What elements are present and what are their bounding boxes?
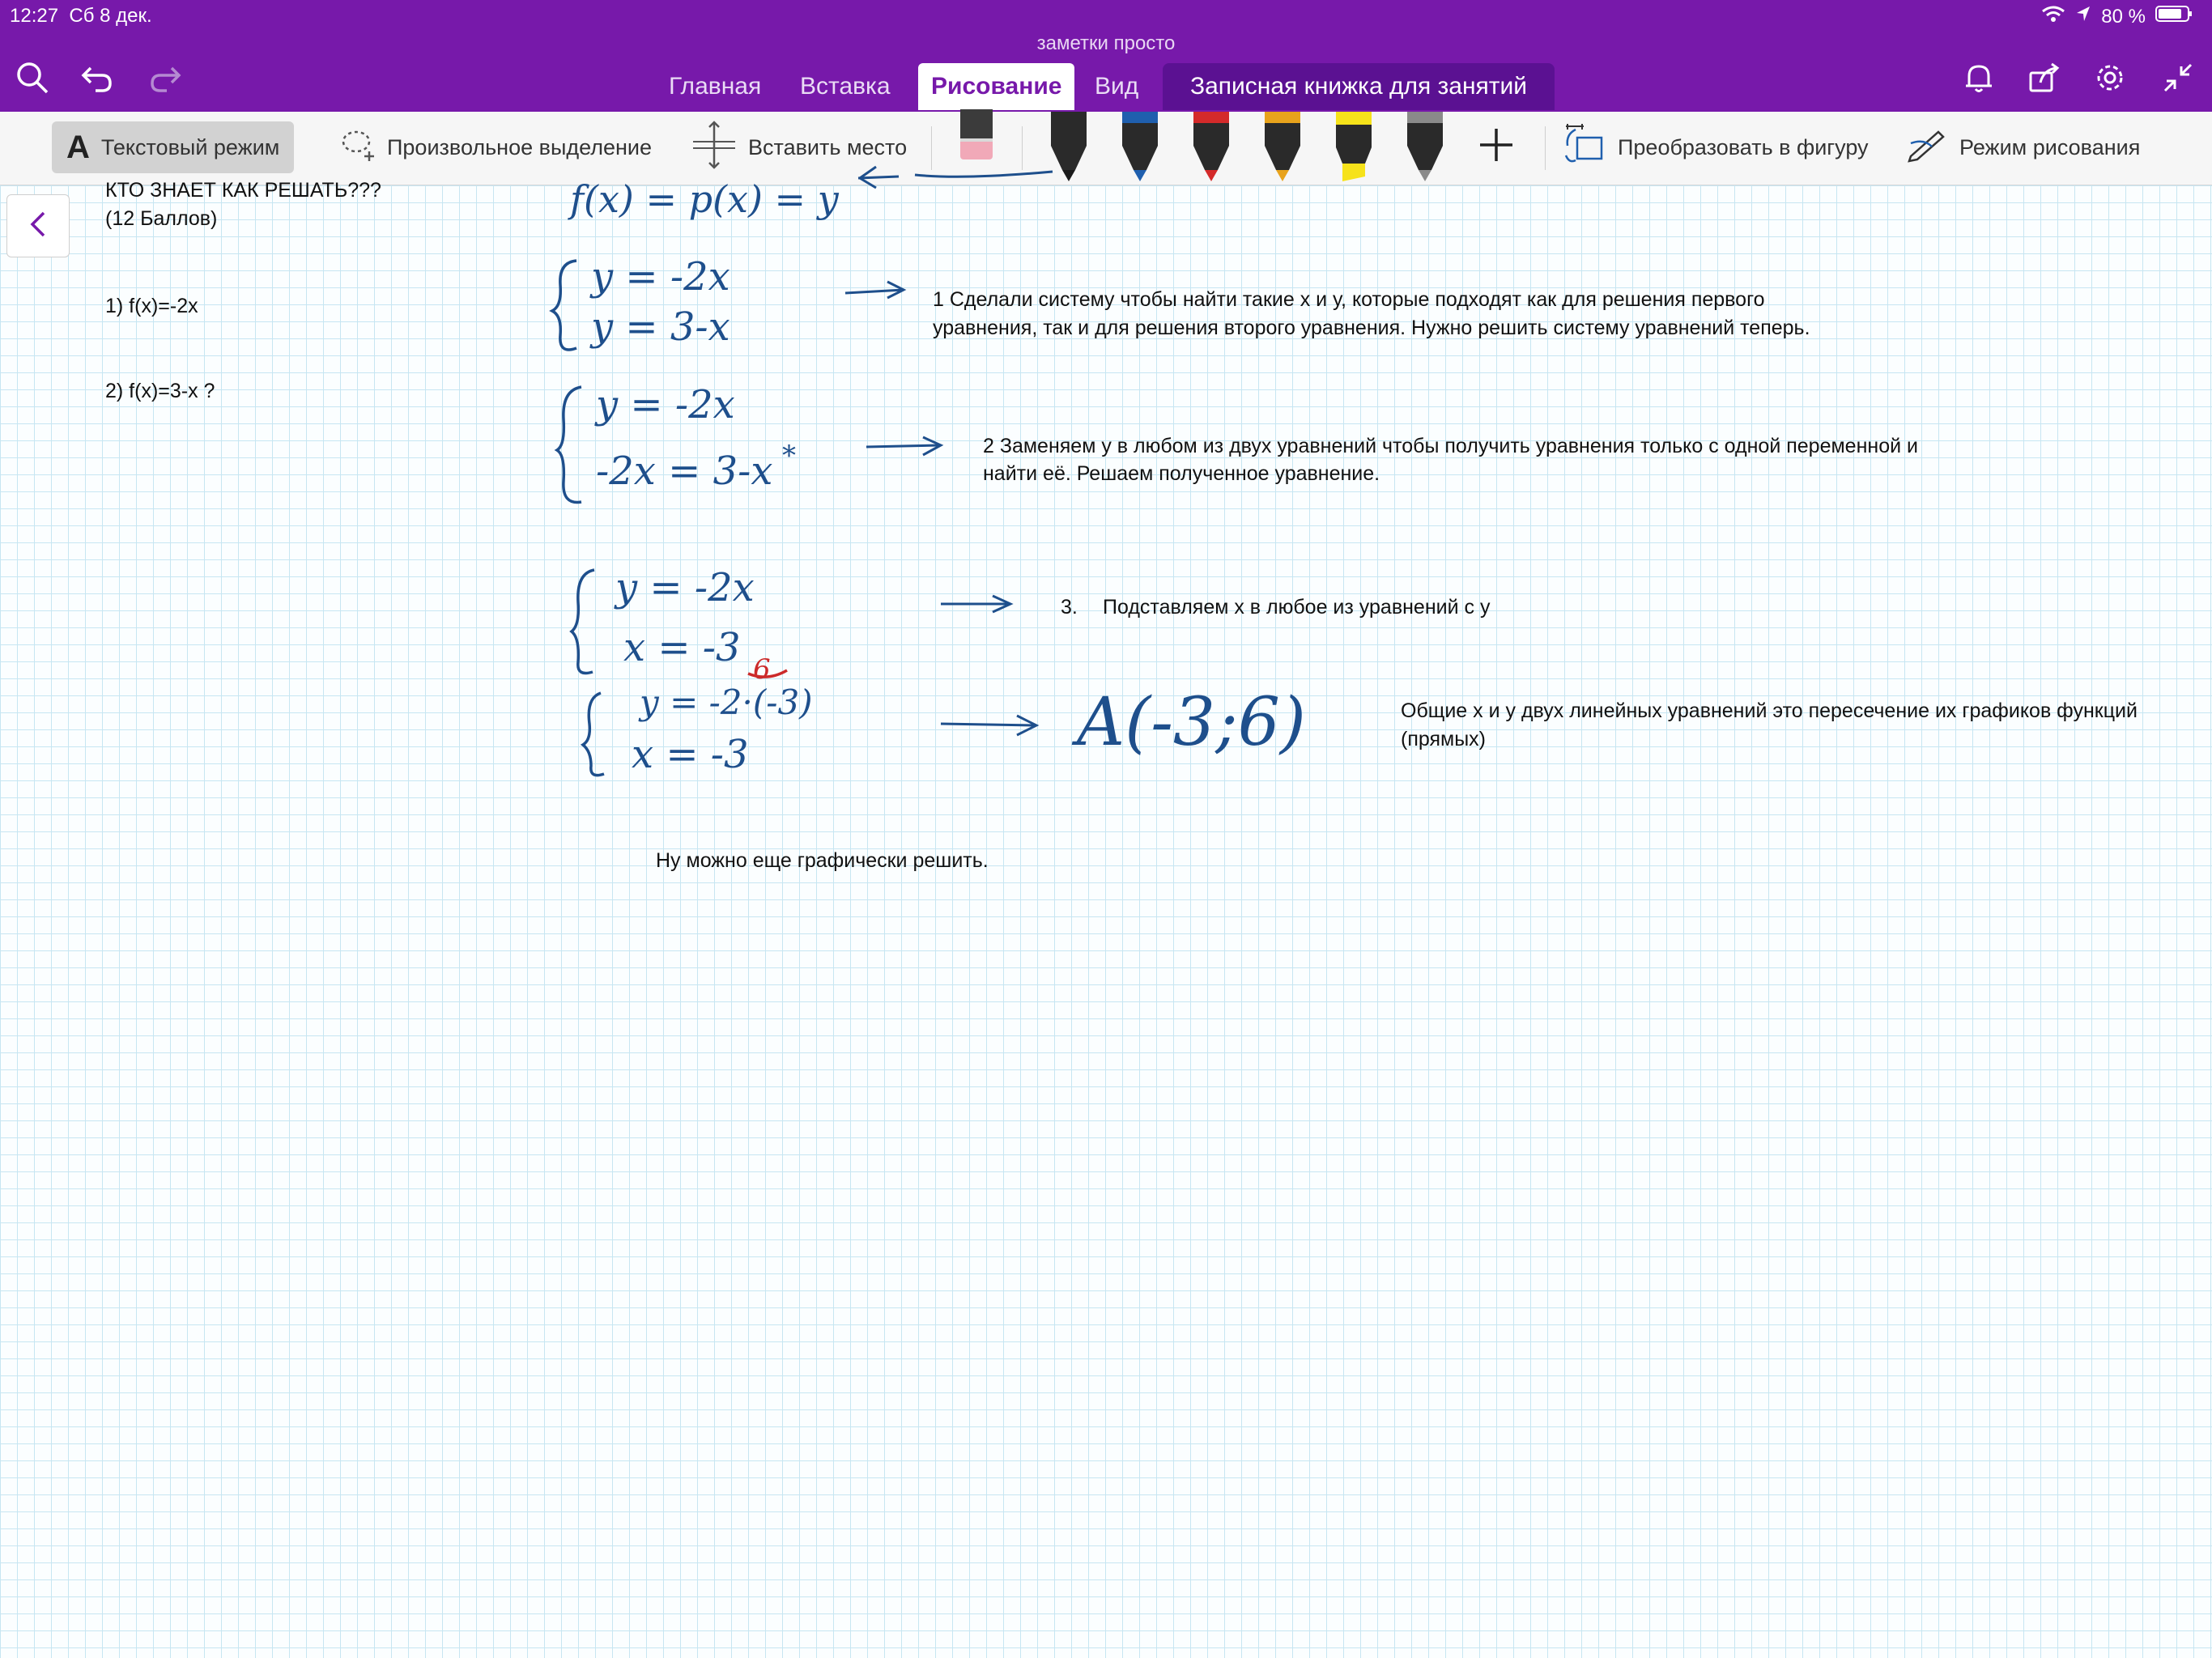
- tab-view[interactable]: Вид: [1095, 73, 1139, 100]
- tab-class-notebook[interactable]: Записная книжка для занятий: [1163, 63, 1555, 110]
- ink-sys2-eq1: y = -2x: [596, 382, 735, 427]
- ink-sys1-eq1: y = -2x: [591, 254, 730, 300]
- question-points: (12 Баллов): [105, 207, 218, 230]
- insert-space-label: Вставить место: [748, 134, 908, 159]
- ink-red-result: 6: [753, 653, 771, 686]
- status-time: 12:27: [10, 5, 59, 27]
- drawing-mode-label: Режим рисования: [1959, 134, 2141, 159]
- ink-brace-1: [552, 261, 576, 350]
- ink-top-equation: f(x) = p(x) = y: [570, 177, 839, 221]
- text-mode-icon: A: [66, 129, 90, 165]
- status-date: Сб 8 дек.: [69, 5, 152, 27]
- step-1-line-2: уравнения, так и для решения второго уравнения. Нужно решить систему уравнений теперь.: [933, 317, 1810, 339]
- ink-sys3-eq1: y = -2x: [615, 565, 755, 610]
- function-2: 2) f(x)=3-x ?: [105, 380, 215, 402]
- step-3-number: 3.: [1061, 596, 1078, 619]
- app-title: заметки просто: [1036, 32, 1176, 54]
- ink-answer-point: A(-3;6): [1077, 684, 1306, 761]
- lasso-label: Произвольное выделение: [387, 134, 653, 159]
- ink-sys2-eq2: -2x = 3-x: [596, 449, 773, 494]
- summary-line-1: Общие х и у двух линейных уравнений это пересечение их графиков функций: [1401, 699, 2138, 722]
- battery-percent: 80 %: [2101, 5, 2146, 28]
- ink-asterisk: *: [782, 440, 796, 472]
- tab-home[interactable]: Главная: [669, 73, 762, 100]
- tab-insert[interactable]: Вставка: [800, 73, 891, 100]
- step-2-line-1: 2 Заменяем у в любом из двух уравнений чтобы получить уравнения только с одной переменной и: [983, 435, 1918, 457]
- ink-top-arrow: [858, 176, 899, 178]
- convert-shape-label: Преобразовать в фигуру: [1618, 134, 1869, 159]
- ink-brace-4: [583, 693, 604, 776]
- ink-brace-3: [572, 570, 594, 674]
- ink-sys4-eq2: x = -3: [632, 732, 749, 777]
- ink-arrow-1: [845, 290, 904, 293]
- ink-arrow-2: [866, 445, 939, 447]
- step-1-line-1: 1 Сделали систему чтобы найти такие х и у, которые подходят как для решения первого: [933, 288, 1765, 311]
- ink-sys1-eq2: y = 3-x: [591, 304, 730, 350]
- question-title: КТО ЗНАЕТ КАК РЕШАТЬ???: [105, 179, 381, 202]
- ink-brace-2: [557, 387, 581, 502]
- graphic-solution-note: Ну можно еще графически решить.: [656, 849, 989, 872]
- tab-draw[interactable]: Рисование: [918, 63, 1074, 110]
- text-mode-label: Текстовый режим: [100, 134, 280, 159]
- step-2-line-2: найти её. Решаем полученное уравнение.: [983, 462, 1380, 485]
- summary-line-2: (прямых): [1401, 728, 1487, 750]
- ink-sys4-eq1: y = -2·(-3): [640, 682, 813, 722]
- ink-sys3-eq2: x = -3: [623, 625, 741, 670]
- ink-arrow-4: [941, 724, 1035, 725]
- function-1: 1) f(x)=-2x: [105, 295, 198, 317]
- step-3-text: Подставляем х в любое из уравнений с у: [1103, 596, 1491, 619]
- ink-top-scribble: [915, 172, 1053, 176]
